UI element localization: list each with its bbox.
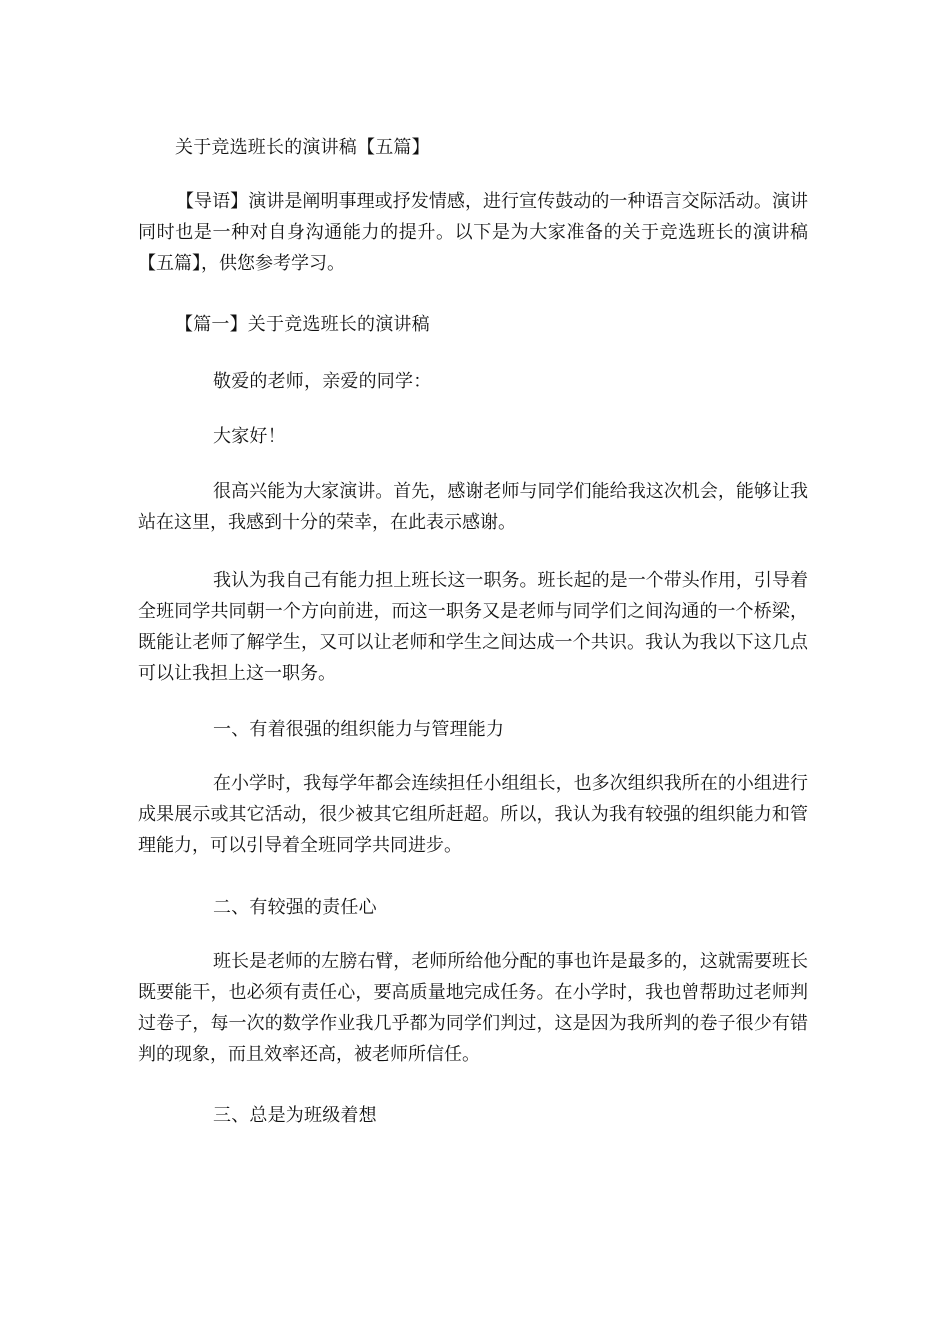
point-2-paragraph: 班长是老师的左膀右臂，老师所给他分配的事也许是最多的，这就需要班长既要能干，也必须有责任心，要高质量地完成任务。在小学时，我也曾帮助过老师判过卷子，每一次的数学作业我几乎都为同学们判过，这是因为我所判的卷子很少有错判的现象，而且效率还高，被老师所信任。 [138, 951, 808, 1065]
greeting: 大家好！ [213, 426, 286, 447]
salutation: 敬爱的老师，亲爱的同学： [213, 371, 432, 392]
body-paragraph-2: 我认为我自己有能力担上班长这一职务。班长起的是一个带头作用，引导着全班同学共同朝一个方向前进，而这一职务又是老师与同学们之间沟通的一个桥梁，既能让老师了解学生，又可以让老师和学生之间达成一个共识。我认为我以下这几点可以让我担上这一职务。 [138, 570, 808, 684]
point-2-heading: 二、有较强的责任心 [213, 897, 377, 918]
point-3-heading: 三、总是为班级着想 [213, 1105, 377, 1126]
body-paragraph-1: 很高兴能为大家演讲。首先，感谢老师与同学们能给我这次机会，能够让我站在这里，我感到十分的荣幸，在此表示感谢。 [138, 481, 808, 533]
document-title: 关于竞选班长的演讲稿【五篇】 [175, 137, 430, 158]
point-1-paragraph: 在小学时，我每学年都会连续担任小组组长，也多次组织我所在的小组进行成果展示或其它活动，很少被其它组所赶超。所以，我认为我有较强的组织能力和管理能力，可以引导着全班同学共同进步。 [138, 773, 808, 856]
intro-paragraph: 【导语】演讲是阐明事理或抒发情感，进行宣传鼓动的一种语言交际活动。演讲同时也是一种对自身沟通能力的提升。以下是为大家准备的关于竞选班长的演讲稿【五篇】，供您参考学习。 [138, 191, 808, 274]
point-1-heading: 一、有着很强的组织能力与管理能力 [213, 719, 505, 740]
section-heading: 【篇一】关于竞选班长的演讲稿 [175, 314, 430, 335]
